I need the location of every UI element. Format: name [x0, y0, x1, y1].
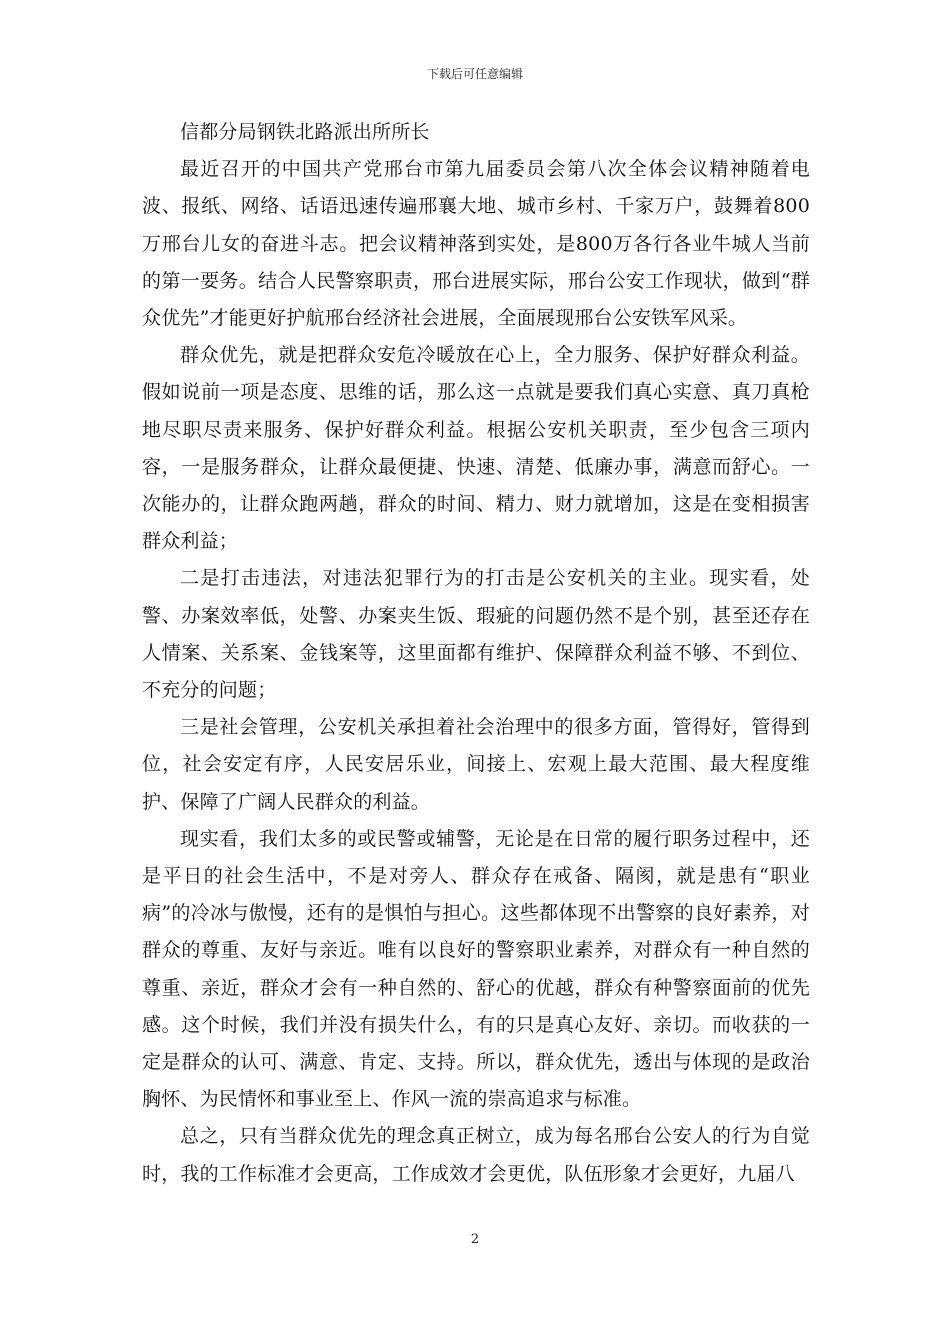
author-line: 信都分局钢铁北路派出所所长 [180, 121, 430, 143]
paragraph: 最近召开的中国共产党邢台市第九届委员会第八次全体会议精神随着电波、报纸、网络、话语迅速传遍邢襄大地、城市乡村、千家万户，鼓舞着800万邢台儿女的奋进斗志。把会议精神落到实处，是800万各行各业牛城人当前的第一要务。结合人民警察职责，邢台进展实际，邢台公安工作现状，做到“群众优先”才能更好护航邢台经济社会进展，全面展现邢台公安铁军风采。 [142, 158, 810, 330]
paragraph: 群众优先，就是把群众安危冷暖放在心上，全力服务、保护好群众利益。假如说前一项是态度、思维的话，那么这一点就是要我们真心实意、真刀真枪地尽职尽责来服务、保护好群众利益。根据公安机关职责，至少包含三项内容，一是服务群众，让群众最便捷、快速、清楚、低廉办事，满意而舒心。一次能办的，让群众跑两趟，群众的时间、精力、财力就增加，这是在变相损害群众利益； [142, 344, 810, 553]
document-body [142, 114, 810, 1193]
paragraph: 现实看，我们太多的或民警或辅警，无论是在日常的履行职务过程中，还是平日的社会生活中，不是对旁人、群众存在戒备、隔阂，就是患有“职业病”的冷冰与傲慢，还有的是惧怕与担心。这些都体现不出警察的良好素养，对群众的尊重、友好与亲近。唯有以良好的警察职业素养，对群众有一种自然的尊重、亲近，群众才会有一种自然的、舒心的优越，群众有种警察面前的优先感。这个时候，我们并没有损失什么，有的只是真心友好、亲切。而收获的一定是群众的认可、满意、肯定、支持。所以，群众优先，透出与体现的是政治胸怀、为民情怀和事业至上、作风一流的崇高追求与标准。 [142, 827, 810, 1111]
page-number: 2 [470, 1232, 480, 1247]
page-header: 下载后可任意编辑 [426, 67, 523, 81]
paragraph: 三是社会管理，公安机关承担着社会治理中的很多方面，管得好，管得到位，社会安定有序，人民安居乐业，间接上、宏观上最大范围、最大程度维护、保障了广阔人民群众的利益。 [142, 716, 810, 813]
paragraph: 二是打击违法，对违法犯罪行为的打击是公安机关的主业。现实看，处警、办案效率低，处警、办案夹生饭、瑕疵的问题仍然不是个别，甚至还存在人情案、关系案、金钱案等，这里面都有维护、保障群众利益不够、不到位、不充分的问题； [142, 567, 810, 702]
paragraph: 总之，只有当群众优先的理念真正树立，成为每名邢台公安人的行为自觉时，我的工作标准才会更高，工作成效才会更优，队伍形象才会更好，九届八 [142, 1125, 810, 1185]
